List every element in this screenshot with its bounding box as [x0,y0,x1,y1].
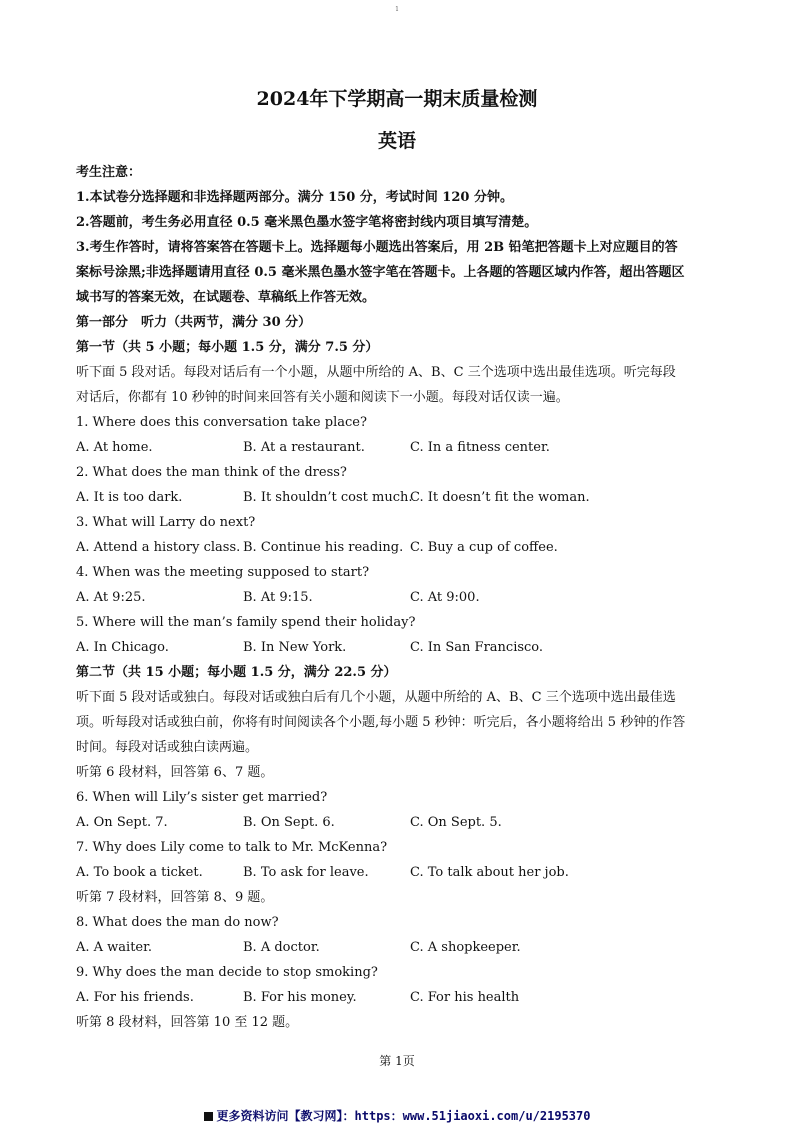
question-options [76,435,720,460]
notice-item: 3.考生作答时，请将答案答在答题卡上。选择题每小题选出答案后，用 2B 铅笔把答题卡上对应题目的答 [76,240,678,255]
question-options [76,535,720,560]
question-options [76,810,720,835]
question-text: 9. Why does the man decide to stop smoking? [76,965,378,980]
option-b: B. Continue his reading. [243,540,404,555]
option-a: A. At home. [76,440,153,455]
top-mark: 1 [395,6,399,13]
option-a: A. In Chicago. [76,640,169,655]
option-b: B. On Sept. 6. [243,815,335,830]
option-a: A. Attend a history class. [76,540,241,555]
section2-instructions: 听下面 5 段对话或独白。每段对话或独白后有几个小题，从题中所给的 A、B、C 三个选项中选出最佳选 [76,690,676,705]
option-c: C. For his health [410,990,520,1005]
option-c: C. In San Francisco. [410,640,544,655]
question-text: 4. When was the meeting supposed to start? [76,565,370,580]
question-options [76,485,720,510]
option-a: A. At 9:25. [76,590,146,605]
option-a: A. On Sept. 7. [76,815,168,830]
section1-instructions: 听下面 5 段对话。每段对话后有一个小题，从题中所给的 A、B、C 三个选项中选出最佳选项。听完每段 [76,365,676,380]
section1-heading: 第一节（共 5 小题；每小题 1.5 分，满分 7.5 分） [76,340,379,355]
option-b: B. At 9:15. [243,590,313,605]
question-options [76,935,720,960]
option-a: A. For his friends. [76,990,194,1005]
option-c: C. To talk about her job. [410,865,569,880]
part1-heading: 第一部分 听力（共两节，满分 30 分） [76,315,312,330]
option-b: B. At a restaurant. [243,440,365,455]
material-label: 听第 8 段材料，回答第 10 至 12 题。 [76,1015,299,1030]
option-c: C. At 9:00. [410,590,480,605]
option-b: B. To ask for leave. [243,865,369,880]
option-b: B. For his money. [243,990,357,1005]
footer-link[interactable] [0,1107,794,1124]
option-b: B. It shouldn’t cost much. [243,490,413,505]
option-c: C. It doesn’t fit the woman. [410,490,590,505]
document-body [76,160,720,1035]
page-number: 第 1页 [379,1054,415,1068]
option-a: A. To book a ticket. [76,865,203,880]
flag-icon [204,1112,213,1121]
option-c: C. A shopkeeper. [410,940,521,955]
notice-heading: 考生注意： [76,165,142,180]
section2-instructions: 时间。每段对话或独白读两遍。 [76,740,259,755]
question-text: 5. Where will the man’s family spend their holiday? [76,615,416,630]
option-c: C. Buy a cup of coffee. [410,540,558,555]
question-text: 7. Why does Lily come to talk to Mr. McKenna? [76,840,388,855]
question-text: 3. What will Larry do next? [76,515,256,530]
material-label: 听第 6 段材料，回答第 6、7 题。 [76,765,274,780]
notice-item: 域书写的答案无效，在试题卷、草稿纸上作答无效。 [76,290,376,305]
notice-item: 1.本试卷分选择题和非选择题两部分。满分 150 分，考试时间 120 分钟。 [76,190,513,205]
option-a: A. A waiter. [76,940,153,955]
notice-item: 2.答题前，考生务必用直径 0.5 毫米黑色墨水签字笔将密封线内项目填写清楚。 [76,215,538,230]
page-title: 2024年下学期高一期末质量检测 [256,88,538,110]
option-c: C. On Sept. 5. [410,815,502,830]
question-options [76,635,720,660]
footer-text[interactable]: 更多资料访问【教习网】：https：www.51jiaoxi.com/u/2195370 [216,1109,591,1123]
material-label: 听第 7 段材料，回答第 8、9 题。 [76,890,274,905]
question-options [76,860,720,885]
question-text: 1. Where does this conversation take place? [76,415,367,430]
section2-instructions: 项。听每段对话或独白前，你将有时间阅读各个小题,每小题 5 秒钟：听完后，各小题将给出 5 秒钟的作答 [76,715,686,730]
option-a: A. It is too dark. [76,490,183,505]
question-text: 8. What does the man do now? [76,915,279,930]
section1-instructions: 对话后，你都有 10 秒钟的时间来回答有关小题和阅读下一小题。每段对话仅读一遍。 [76,390,569,405]
notice-item: 案标号涂黑;非选择题请用直径 0.5 毫米黑色墨水签字笔在答题卡。上各题的答题区域内作答，超出答题区 [76,265,685,280]
question-text: 2. What does the man think of the dress? [76,465,347,480]
option-c: C. In a fitness center. [410,440,550,455]
section2-heading: 第二节（共 15 小题；每小题 1.5 分，满分 22.5 分） [76,665,397,680]
option-b: B. A doctor. [243,940,320,955]
question-text: 6. When will Lily’s sister get married? [76,790,328,805]
question-options [76,585,720,610]
subject-title: 英语 [377,130,416,152]
question-options [76,985,720,1010]
option-b: B. In New York. [243,640,347,655]
